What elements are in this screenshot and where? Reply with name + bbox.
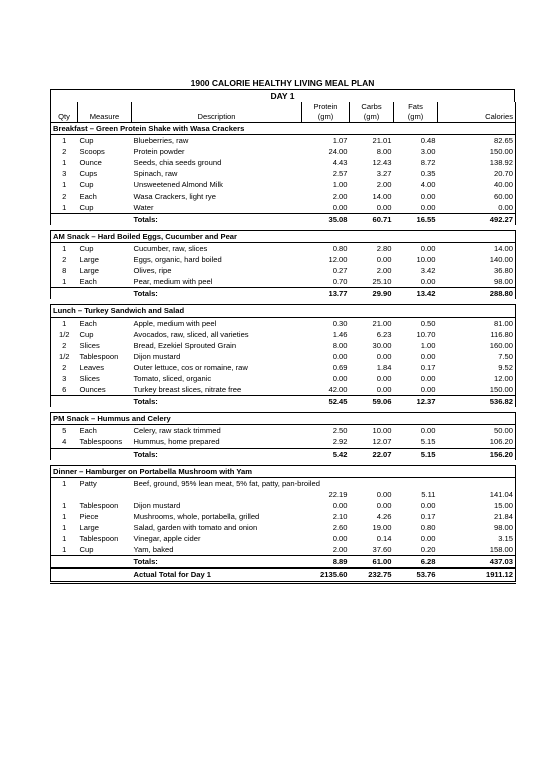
qty-cell: 1/2 xyxy=(58,329,70,339)
qty-cell: 2 xyxy=(62,147,67,157)
calories-total: 156.20 xyxy=(438,448,516,460)
calories-cell: 7.50 xyxy=(498,351,513,361)
header-row-2 xyxy=(51,112,516,123)
table-row xyxy=(51,329,516,340)
protein-cell: 4.43 xyxy=(332,158,348,168)
table-row xyxy=(51,135,516,147)
section-heading-row xyxy=(51,123,516,135)
measure-cell: Each xyxy=(79,318,97,328)
calories-total: 437.03 xyxy=(438,556,516,569)
qty-cell xyxy=(51,489,78,500)
protein-cell: 2.57 xyxy=(332,169,348,179)
fats-cell: 0.00 xyxy=(420,373,436,383)
totals-label: Totals: xyxy=(132,556,302,569)
calories-cell: 150.00 xyxy=(489,147,513,157)
table-row xyxy=(51,157,516,168)
table-row xyxy=(51,384,516,396)
section-heading-row xyxy=(51,465,516,477)
protein-cell: 2.10 xyxy=(332,512,348,521)
protein-cell: 0.30 xyxy=(332,318,348,328)
fats-cell: 0.35 xyxy=(420,169,436,179)
protein-cell: 42.00 xyxy=(328,385,348,395)
calories-cell: 150.00 xyxy=(489,385,513,395)
fats-cell: 0.48 xyxy=(420,136,436,146)
description-cell: Turkey breast slices, nitrate free xyxy=(133,385,242,395)
fats-cell: 0.00 xyxy=(420,426,436,436)
carbs-header: Carbs xyxy=(350,102,394,112)
qty-cell: 2 xyxy=(62,255,67,265)
section-heading: Dinner – Hamburger on Portabella Mushroom with Yam xyxy=(51,465,516,477)
carbs-cell: 0.00 xyxy=(376,500,392,510)
table-row xyxy=(51,425,516,437)
calories-cell: 14.00 xyxy=(493,243,513,253)
carbs-grand-total: 232.75 xyxy=(350,568,394,582)
description-cell: Avocados, raw, sliced, all varieties xyxy=(133,329,249,339)
carbs-cell: 0.00 xyxy=(376,255,392,265)
qty-cell: 6 xyxy=(62,385,67,395)
measure-cell: Cup xyxy=(79,180,94,190)
qty-cell: 1 xyxy=(62,158,67,168)
fats-cell: 0.17 xyxy=(420,362,436,372)
qty-cell: 1 xyxy=(62,277,67,287)
fats-unit: (gm) xyxy=(394,112,438,123)
section-heading: PM Snack – Hummus and Celery xyxy=(51,413,516,425)
table-row xyxy=(51,351,516,362)
description-cell: Beef, ground, 95% lean meat, 5% fat, patty, pan-broiled xyxy=(133,478,320,488)
fats-total: 13.42 xyxy=(394,288,438,300)
qty-cell: 3 xyxy=(62,169,67,179)
measure-cell: Each xyxy=(79,277,97,287)
qty-cell: 1 xyxy=(62,500,67,510)
fats-cell: 0.00 xyxy=(420,191,436,201)
fats-cell: 1.00 xyxy=(420,340,436,350)
carbs-cell: 2.00 xyxy=(376,266,392,276)
protein-total: 52.45 xyxy=(302,396,350,408)
measure-cell: Cup xyxy=(79,545,94,555)
description-cell: Outer lettuce, cos or romaine, raw xyxy=(133,362,248,372)
description-cell: Spinach, raw xyxy=(133,169,178,179)
qty-cell: 1 xyxy=(62,136,67,146)
section-heading-row xyxy=(51,305,516,317)
qty-cell: 1 xyxy=(62,478,67,488)
fats-total: 16.55 xyxy=(394,213,438,225)
protein-cell: 12.00 xyxy=(328,255,348,265)
meal-plan-sheet xyxy=(50,78,515,584)
carbs-cell: 2.00 xyxy=(376,180,392,190)
protein-cell: 2.50 xyxy=(332,426,348,436)
table-row xyxy=(51,179,516,190)
calories-cell: 60.00 xyxy=(493,191,513,201)
measure-cell: Ounces xyxy=(79,385,106,395)
fats-cell: 0.00 xyxy=(420,351,436,361)
measure-cell: Tablespoon xyxy=(79,534,119,544)
totals-label: Totals: xyxy=(132,448,302,460)
protein-cell: 0.69 xyxy=(332,362,348,372)
measure-cell: Cup xyxy=(79,329,94,339)
fats-total: 6.28 xyxy=(394,556,438,569)
totals-label: Totals: xyxy=(132,213,302,225)
measure-cell: Patty xyxy=(79,478,97,488)
qty-cell: 4 xyxy=(62,437,67,447)
protein-grand-total: 2135.60 xyxy=(302,568,350,582)
calories-total: 492.27 xyxy=(438,213,516,225)
section-heading: Breakfast – Green Protein Shake with Wasa Crackers xyxy=(51,123,516,135)
qty-cell: 1 xyxy=(62,545,67,555)
description-cell: Celery, raw stack trimmed xyxy=(133,426,221,436)
section-heading: Lunch – Turkey Sandwich and Salad xyxy=(51,305,516,317)
totals-row xyxy=(51,556,516,569)
fats-cell: 3.00 xyxy=(420,147,436,157)
measure-cell: Leaves xyxy=(79,362,104,372)
carbs-cell: 25.10 xyxy=(372,277,392,287)
calories-cell: 116.80 xyxy=(490,329,513,339)
protein-cell: 0.00 xyxy=(332,202,348,212)
protein-unit: (gm) xyxy=(302,112,350,123)
carbs-cell: 0.00 xyxy=(376,385,392,395)
calories-cell: 158.00 xyxy=(489,545,513,555)
description-cell xyxy=(132,489,302,500)
table-row xyxy=(51,522,516,533)
description-cell: Apple, medium with peel xyxy=(133,318,217,328)
protein-cell: 0.00 xyxy=(332,373,348,383)
table-row xyxy=(51,436,516,448)
totals-row xyxy=(51,213,516,225)
calories-cell: 21.84 xyxy=(493,512,513,521)
description-cell: Mushrooms, whole, portabella, grilled xyxy=(133,512,260,521)
protein-cell: 0.70 xyxy=(332,277,348,287)
measure-cell: Large xyxy=(79,523,99,533)
carbs-total: 59.06 xyxy=(350,396,394,408)
table-row xyxy=(51,489,516,500)
description-header: Description xyxy=(132,112,302,123)
table-row xyxy=(51,373,516,384)
table-row xyxy=(51,500,516,511)
protein-cell: 0.80 xyxy=(332,243,348,253)
table-row xyxy=(51,265,516,276)
description-cell: Vinegar, apple cider xyxy=(133,534,201,544)
protein-cell: 2.00 xyxy=(332,191,348,201)
totals-row xyxy=(51,288,516,300)
measure-cell: Ounce xyxy=(79,158,102,168)
totals-row xyxy=(51,396,516,408)
carbs-cell: 21.00 xyxy=(372,318,392,328)
qty-cell: 3 xyxy=(62,373,67,383)
section-heading-row xyxy=(51,413,516,425)
protein-cell: 24.00 xyxy=(328,147,348,157)
totals-label: Totals: xyxy=(132,396,302,408)
calories-cell: 138.92 xyxy=(489,158,513,168)
carbs-cell: 0.00 xyxy=(376,373,392,383)
fats-cell: 0.20 xyxy=(420,545,436,555)
protein-cell: 1.00 xyxy=(332,180,348,190)
calories-cell: 106.20 xyxy=(489,437,513,447)
grand-total-row xyxy=(51,568,516,582)
description-cell: Dijon mustard xyxy=(133,500,181,510)
measure-cell: Each xyxy=(79,426,97,436)
fats-cell: 0.50 xyxy=(420,318,436,328)
fats-header: Fats xyxy=(394,102,438,112)
calories-cell: 141.04 xyxy=(489,489,513,499)
fats-grand-total: 53.76 xyxy=(394,568,438,582)
protein-cell: 1.46 xyxy=(332,329,348,339)
totals-row xyxy=(51,448,516,460)
qty-cell: 1 xyxy=(62,202,67,212)
protein-total: 8.89 xyxy=(302,556,350,569)
protein-cell: 0.00 xyxy=(332,351,348,361)
description-cell: Wasa Crackers, light rye xyxy=(133,191,216,201)
carbs-cell: 8.00 xyxy=(376,147,392,157)
carbs-cell: 12.07 xyxy=(372,437,392,447)
carbs-cell: 30.00 xyxy=(372,340,392,350)
carbs-cell: 0.00 xyxy=(376,351,392,361)
description-cell: Protein powder xyxy=(133,147,185,157)
qty-cell: 1/2 xyxy=(58,351,70,361)
protein-total: 35.08 xyxy=(302,213,350,225)
carbs-total: 29.90 xyxy=(350,288,394,300)
calories-cell: 9.52 xyxy=(498,362,513,372)
header-row-1 xyxy=(51,102,516,112)
page-title: 1900 CALORIE HEALTHY LIVING MEAL PLAN xyxy=(190,78,375,88)
carbs-total: 61.00 xyxy=(350,556,394,569)
carbs-cell: 2.80 xyxy=(376,243,392,253)
qty-cell: 5 xyxy=(62,426,67,436)
qty-cell: 8 xyxy=(62,266,67,276)
description-cell: Yam, baked xyxy=(133,545,174,555)
fats-cell: 3.42 xyxy=(420,266,436,276)
calories-total: 288.80 xyxy=(438,288,516,300)
description-cell: Blueberries, raw xyxy=(133,136,189,146)
protein-cell: 2.92 xyxy=(332,437,348,447)
carbs-cell: 4.26 xyxy=(376,512,392,521)
meal-plan-table xyxy=(50,102,516,584)
description-cell: Unsweetened Almond Milk xyxy=(133,180,223,190)
day-heading: DAY 1 xyxy=(50,89,515,102)
protein-cell: 22.19 xyxy=(328,489,348,499)
carbs-cell: 0.00 xyxy=(376,202,392,212)
carbs-cell: 12.43 xyxy=(372,158,392,168)
measure-cell: Scoops xyxy=(79,147,105,157)
grand-total-label: Actual Total for Day 1 xyxy=(132,568,302,582)
calories-cell: 140.00 xyxy=(489,255,513,265)
calories-cell: 3.15 xyxy=(498,534,513,544)
fats-cell: 10.70 xyxy=(416,329,436,339)
protein-cell: 8.00 xyxy=(332,340,348,350)
fats-cell: 0.80 xyxy=(420,523,436,533)
table-row xyxy=(51,254,516,265)
description-cell: Dijon mustard xyxy=(133,351,181,361)
fats-total: 5.15 xyxy=(394,448,438,460)
protein-total: 13.77 xyxy=(302,288,350,300)
measure-cell: Slices xyxy=(79,340,100,350)
table-row xyxy=(51,511,516,522)
calories-cell: 98.00 xyxy=(493,277,513,287)
qty-cell: 2 xyxy=(62,340,67,350)
measure-cell: Tablespoon xyxy=(79,351,119,361)
calories-cell: 98.00 xyxy=(493,523,513,533)
calories-cell: 82.65 xyxy=(493,136,513,146)
measure-cell: Cup xyxy=(79,202,94,212)
fats-cell: 0.00 xyxy=(420,243,436,253)
carbs-cell: 10.00 xyxy=(372,426,392,436)
description-cell: Tomato, sliced, organic xyxy=(133,373,212,383)
qty-cell: 1 xyxy=(62,512,67,521)
calories-header: Calories xyxy=(438,112,516,123)
measure-cell xyxy=(78,489,132,500)
description-cell: Pear, medium with peel xyxy=(133,277,213,287)
carbs-cell: 21.01 xyxy=(372,136,392,146)
fats-cell: 10.00 xyxy=(416,255,436,265)
carbs-cell: 6.23 xyxy=(376,329,392,339)
fats-cell: 0.17 xyxy=(420,512,436,521)
fats-total: 12.37 xyxy=(394,396,438,408)
calories-cell: 0.00 xyxy=(498,202,513,212)
qty-cell: 1 xyxy=(62,523,67,533)
table-row xyxy=(51,477,516,489)
calories-cell: 36.80 xyxy=(493,266,513,276)
measure-header: Measure xyxy=(78,112,132,123)
calories-cell: 50.00 xyxy=(493,426,513,436)
description-cell: Hummus, home prepared xyxy=(133,437,220,447)
protein-cell: 2.00 xyxy=(332,545,348,555)
protein-cell: 0.00 xyxy=(332,534,348,544)
carbs-cell: 37.60 xyxy=(372,545,392,555)
fats-cell: 5.15 xyxy=(420,437,436,447)
fats-cell: 0.00 xyxy=(420,385,436,395)
table-row xyxy=(51,533,516,544)
measure-cell: Large xyxy=(79,266,99,276)
qty-cell: 1 xyxy=(62,243,67,253)
calories-cell: 40.00 xyxy=(493,180,513,190)
measure-cell: Cup xyxy=(79,136,94,146)
table-row xyxy=(51,168,516,179)
measure-cell: Cups xyxy=(79,169,98,179)
fats-cell: 0.00 xyxy=(420,500,436,510)
fats-cell: 0.00 xyxy=(420,277,436,287)
measure-cell: Each xyxy=(79,191,97,201)
description-cell: Eggs, organic, hard boiled xyxy=(133,255,222,265)
qty-cell: 1 xyxy=(62,180,67,190)
calories-cell: 160.00 xyxy=(489,340,513,350)
totals-label: Totals: xyxy=(132,288,302,300)
qty-header: Qty xyxy=(51,112,78,123)
calories-cell: 12.00 xyxy=(493,373,513,383)
description-cell: Water xyxy=(133,202,154,212)
section-heading: AM Snack – Hard Boiled Eggs, Cucumber and Pear xyxy=(51,230,516,242)
carbs-total: 22.07 xyxy=(350,448,394,460)
description-cell: Olives, ripe xyxy=(133,266,172,276)
qty-cell: 2 xyxy=(62,191,67,201)
carbs-total: 60.71 xyxy=(350,213,394,225)
carbs-cell: 0.00 xyxy=(376,489,392,499)
measure-cell: Piece xyxy=(79,512,99,521)
table-row xyxy=(51,242,516,254)
table-row xyxy=(51,544,516,556)
measure-cell: Tablespoon xyxy=(79,500,119,510)
fats-cell: 5.11 xyxy=(421,489,436,499)
calories-grand-total: 1911.12 xyxy=(438,568,516,582)
table-row xyxy=(51,276,516,288)
carbs-cell: 19.00 xyxy=(372,523,392,533)
carbs-cell: 0.14 xyxy=(376,534,392,544)
description-cell: Cucumber, raw, slices xyxy=(133,243,208,253)
table-row xyxy=(51,191,516,202)
table-row xyxy=(51,362,516,373)
fats-cell: 8.72 xyxy=(420,158,436,168)
qty-cell: 1 xyxy=(62,534,67,544)
fats-cell: 0.00 xyxy=(420,534,436,544)
carbs-cell: 14.00 xyxy=(372,191,392,201)
fats-cell: 4.00 xyxy=(420,180,436,190)
protein-cell: 0.27 xyxy=(332,266,348,276)
table-row xyxy=(51,146,516,157)
measure-cell: Slices xyxy=(79,373,100,383)
measure-cell: Tablespoons xyxy=(79,437,123,447)
description-cell: Seeds, chia seeds ground xyxy=(133,158,222,168)
protein-total: 5.42 xyxy=(302,448,350,460)
protein-cell: 2.60 xyxy=(332,523,348,533)
table-row xyxy=(51,202,516,214)
calories-cell: 20.70 xyxy=(493,169,513,179)
section-heading-row xyxy=(51,230,516,242)
calories-cell: 81.00 xyxy=(493,318,513,328)
carbs-cell: 1.84 xyxy=(376,362,392,372)
description-cell: Bread, Ezekiel Sprouted Grain xyxy=(133,340,237,350)
calories-total: 536.82 xyxy=(438,396,516,408)
measure-cell: Large xyxy=(79,255,99,265)
table-row xyxy=(51,317,516,329)
protein-cell: 1.07 xyxy=(332,136,348,146)
table-row xyxy=(51,340,516,351)
calories-cell: 15.00 xyxy=(493,500,513,510)
fats-cell: 0.00 xyxy=(420,202,436,212)
qty-cell: 2 xyxy=(62,362,67,372)
carbs-unit: (gm) xyxy=(350,112,394,123)
qty-cell: 1 xyxy=(62,318,67,328)
description-cell: Salad, garden with tomato and onion xyxy=(133,523,258,533)
carbs-cell: 3.27 xyxy=(376,169,392,179)
measure-cell: Cup xyxy=(79,243,94,253)
protein-header: Protein xyxy=(302,102,350,112)
protein-cell: 0.00 xyxy=(332,500,348,510)
